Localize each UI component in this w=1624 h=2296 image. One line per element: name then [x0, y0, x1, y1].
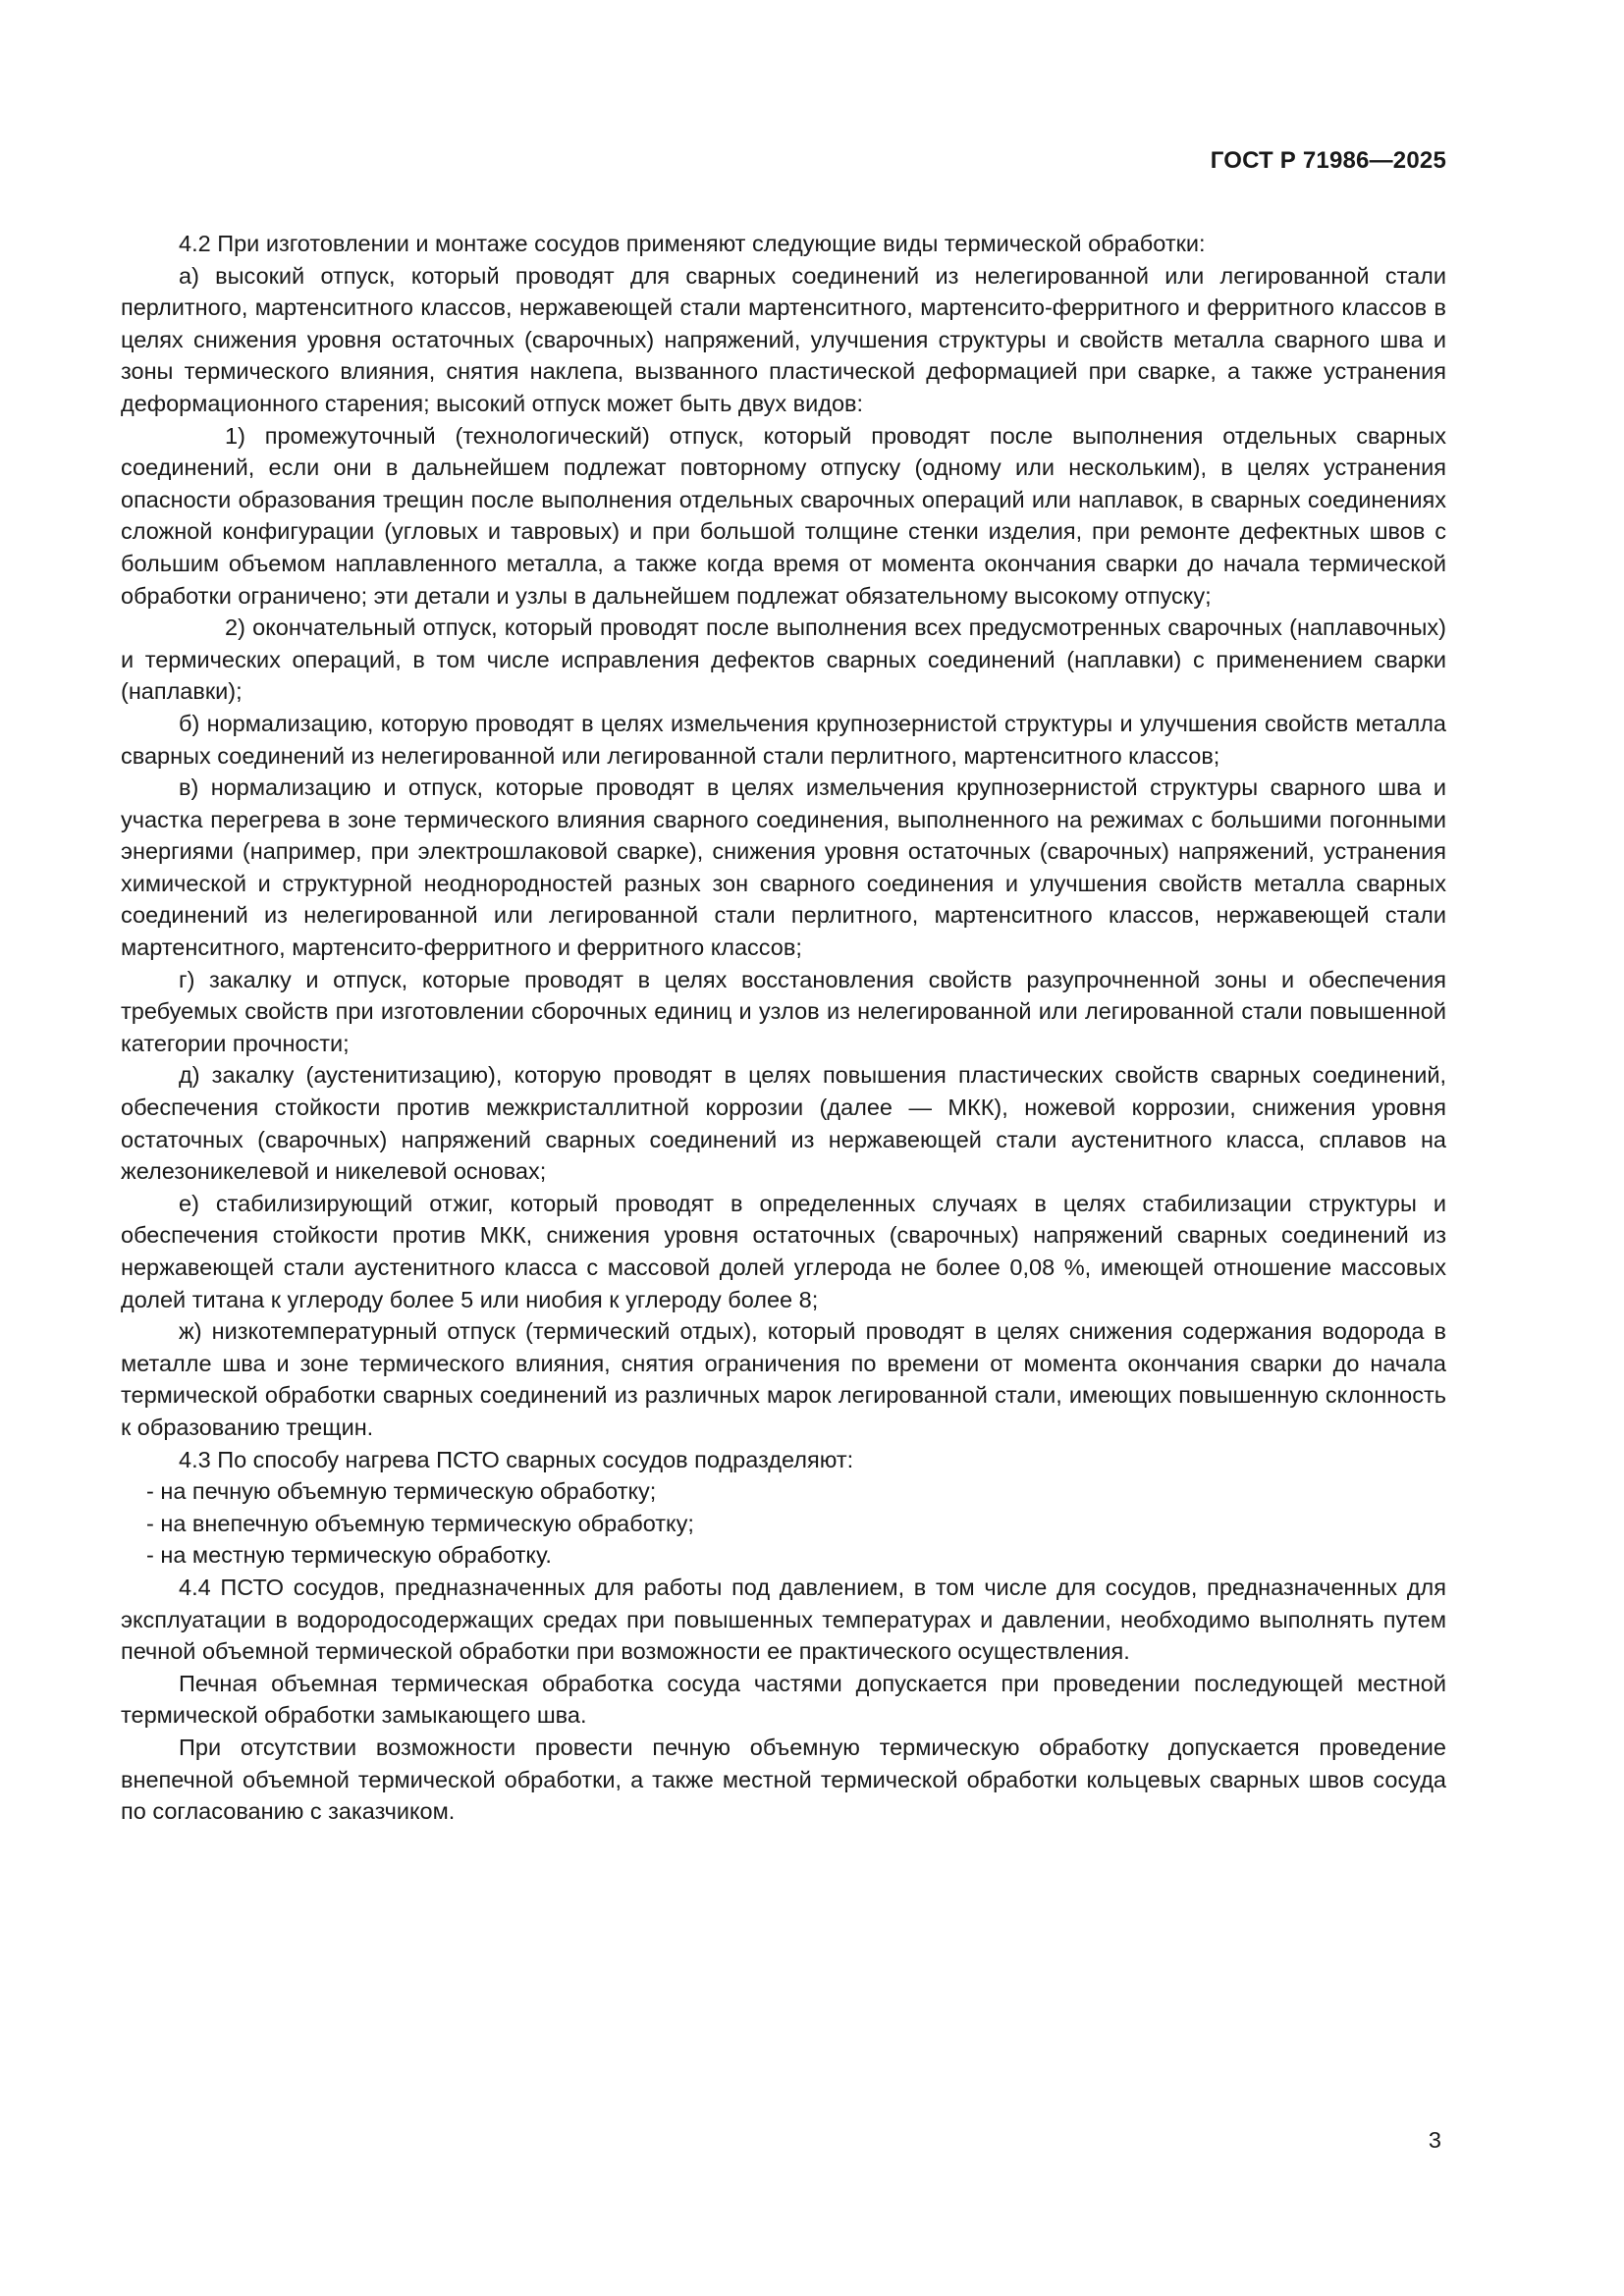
list-item: - на местную термическую обработку. [146, 1542, 552, 1569]
list-item-e: е) стабилизирующий отжиг, который проводят в определенных случаях в целях стабилизации структуры и обеспечения стойкости против МКК, снижения уровня остаточных (сварочных) напряжений сварных соединений из нержавеющей стали аустенитного класса с массовой долей углерода не более 0,08 %, имеющей отношение массовых долей титана к углероду более 5 или ниобия к углероду более 8; [121, 1190, 1446, 1312]
list-item-zh: ж) низкотемпературный отпуск (термический отдых), который проводят в целях снижения содержания водорода в металле шва и зоне термического влияния, снятия ограничения по времени от момента окончания сварки до начала термической обработки сварных соединений из различных марок легированной стали, имеющих повышенную склонность к образованию трещин. [121, 1318, 1446, 1440]
list-item-b: б) нормализацию, которую проводят в целях измельчения крупнозернистой структуры и улучшения свойств металла сварных соединений из нелегированной или легированной стали перлитного, мартенситного классов; [121, 710, 1446, 769]
paragraph-parts: Печная объемная термическая обработка сосуда частями допускается при проведении последующей местной термической обработки замыкающего шва. [121, 1670, 1446, 1729]
list-item: - на внепечную объемную термическую обработку; [146, 1510, 694, 1536]
document-header: ГОСТ Р 71986—2025 [1210, 147, 1446, 174]
paragraph-4-4: 4.4 ПСТО сосудов, предназначенных для работы под давлением, в том числе для сосудов, предназначенных для эксплуатации в водородосодержащих средах при повышенных температурах и давлении, необходимо выполнять путем печной объемной термической обработки при возможности ее практического осуществления. [121, 1574, 1446, 1665]
list-item-v: в) нормализацию и отпуск, которые проводят в целях измельчения крупнозернистой структуры сварного шва и участка перегрева в зоне термического влияния сварного соединения, выполненного на режимах с большими погонными энергиями (например, при электрошлаковой сварке), снижения уровня остаточных (сварочных) напряжений, устранения химической и структурной неоднородностей разных зон сварного соединения и улучшения свойств металла сварных соединений из нелегированной или легированной стали перлитного, мартенситного классов, нержавеющей стали мартенситного, мартенсито-ферритного и ферритного классов; [121, 774, 1446, 961]
list-item-d: д) закалку (аустенитизацию), которую проводят в целях повышения пластических свойств сварных соединений, обеспечения стойкости против межкристаллитной коррозии (далее — МКК), ножевой коррозии, снижения уровня остаточных (сварочных) напряжений сварных соединений из нержавеющей стали аустенитного класса, сплавов на железоникелевой и никелевой основах; [121, 1062, 1446, 1185]
list-item-a: а) высокий отпуск, который проводят для сварных соединений из нелегированной или легированной стали перлитного, мартенситного классов, нержавеющей стали мартенситного, мартенсито-ферритного и ферритного классов в целях снижения уровня остаточных (сварочных) напряжений, улучшения структуры и свойств металла сварного шва и зоны термического влияния, снятия наклепа, вызванного пластической деформацией при сварке, а также устранения деформационного старения; высокий отпуск может быть двух видов: [121, 262, 1446, 416]
list-item: - на печную объемную термическую обработку; [146, 1478, 657, 1505]
page-number: 3 [1428, 2127, 1441, 2153]
paragraph-4-3: 4.3 По способу нагрева ПСТО сварных сосудов подразделяют: [179, 1446, 854, 1472]
document-body [121, 228, 1446, 1828]
sub-item-a2: 2) окончательный отпуск, который проводят после выполнения всех предусмотренных сварочных (наплавочных) и термических операций, в том числе исправления дефектов сварных соединений (наплавки) с применением сварки (наплавки); [121, 614, 1446, 705]
list-item-g: г) закалку и отпуск, которые проводят в целях восстановления свойств разупрочненной зоны и обеспечения требуемых свойств при изготовлении сборочных единиц и узлов из нелегированной или легированной стали повышенной категории прочности; [121, 966, 1446, 1056]
paragraph-4-2: 4.2 При изготовлении и монтаже сосудов применяют следующие виды термической обработки: [179, 231, 1206, 256]
paragraph-absence: При отсутствии возможности провести печную объемную термическую обработку допускается проведение внепечной объемной термической обработки, а также местной термической обработки кольцевых сварных швов сосуда по согласованию с заказчиком. [121, 1734, 1446, 1825]
sub-item-a1: 1) промежуточный (технологический) отпуск, который проводят после выполнения отдельных сварных соединений, если они в дальнейшем подлежат повторному отпуску (одному или нескольким), в целях устранения опасности образования трещин после выполнения отдельных сварочных операций или наплавок, в сварных соединениях сложной конфигурации (угловых и тавровых) и при большой толщине стенки изделия, при ремонте дефектных швов с большим объемом наплавленного металла, а также когда время от момента окончания сварки до начала термической обработки ограничено; эти детали и узлы в дальнейшем подлежат обязательному высокому отпуску; [121, 422, 1446, 609]
